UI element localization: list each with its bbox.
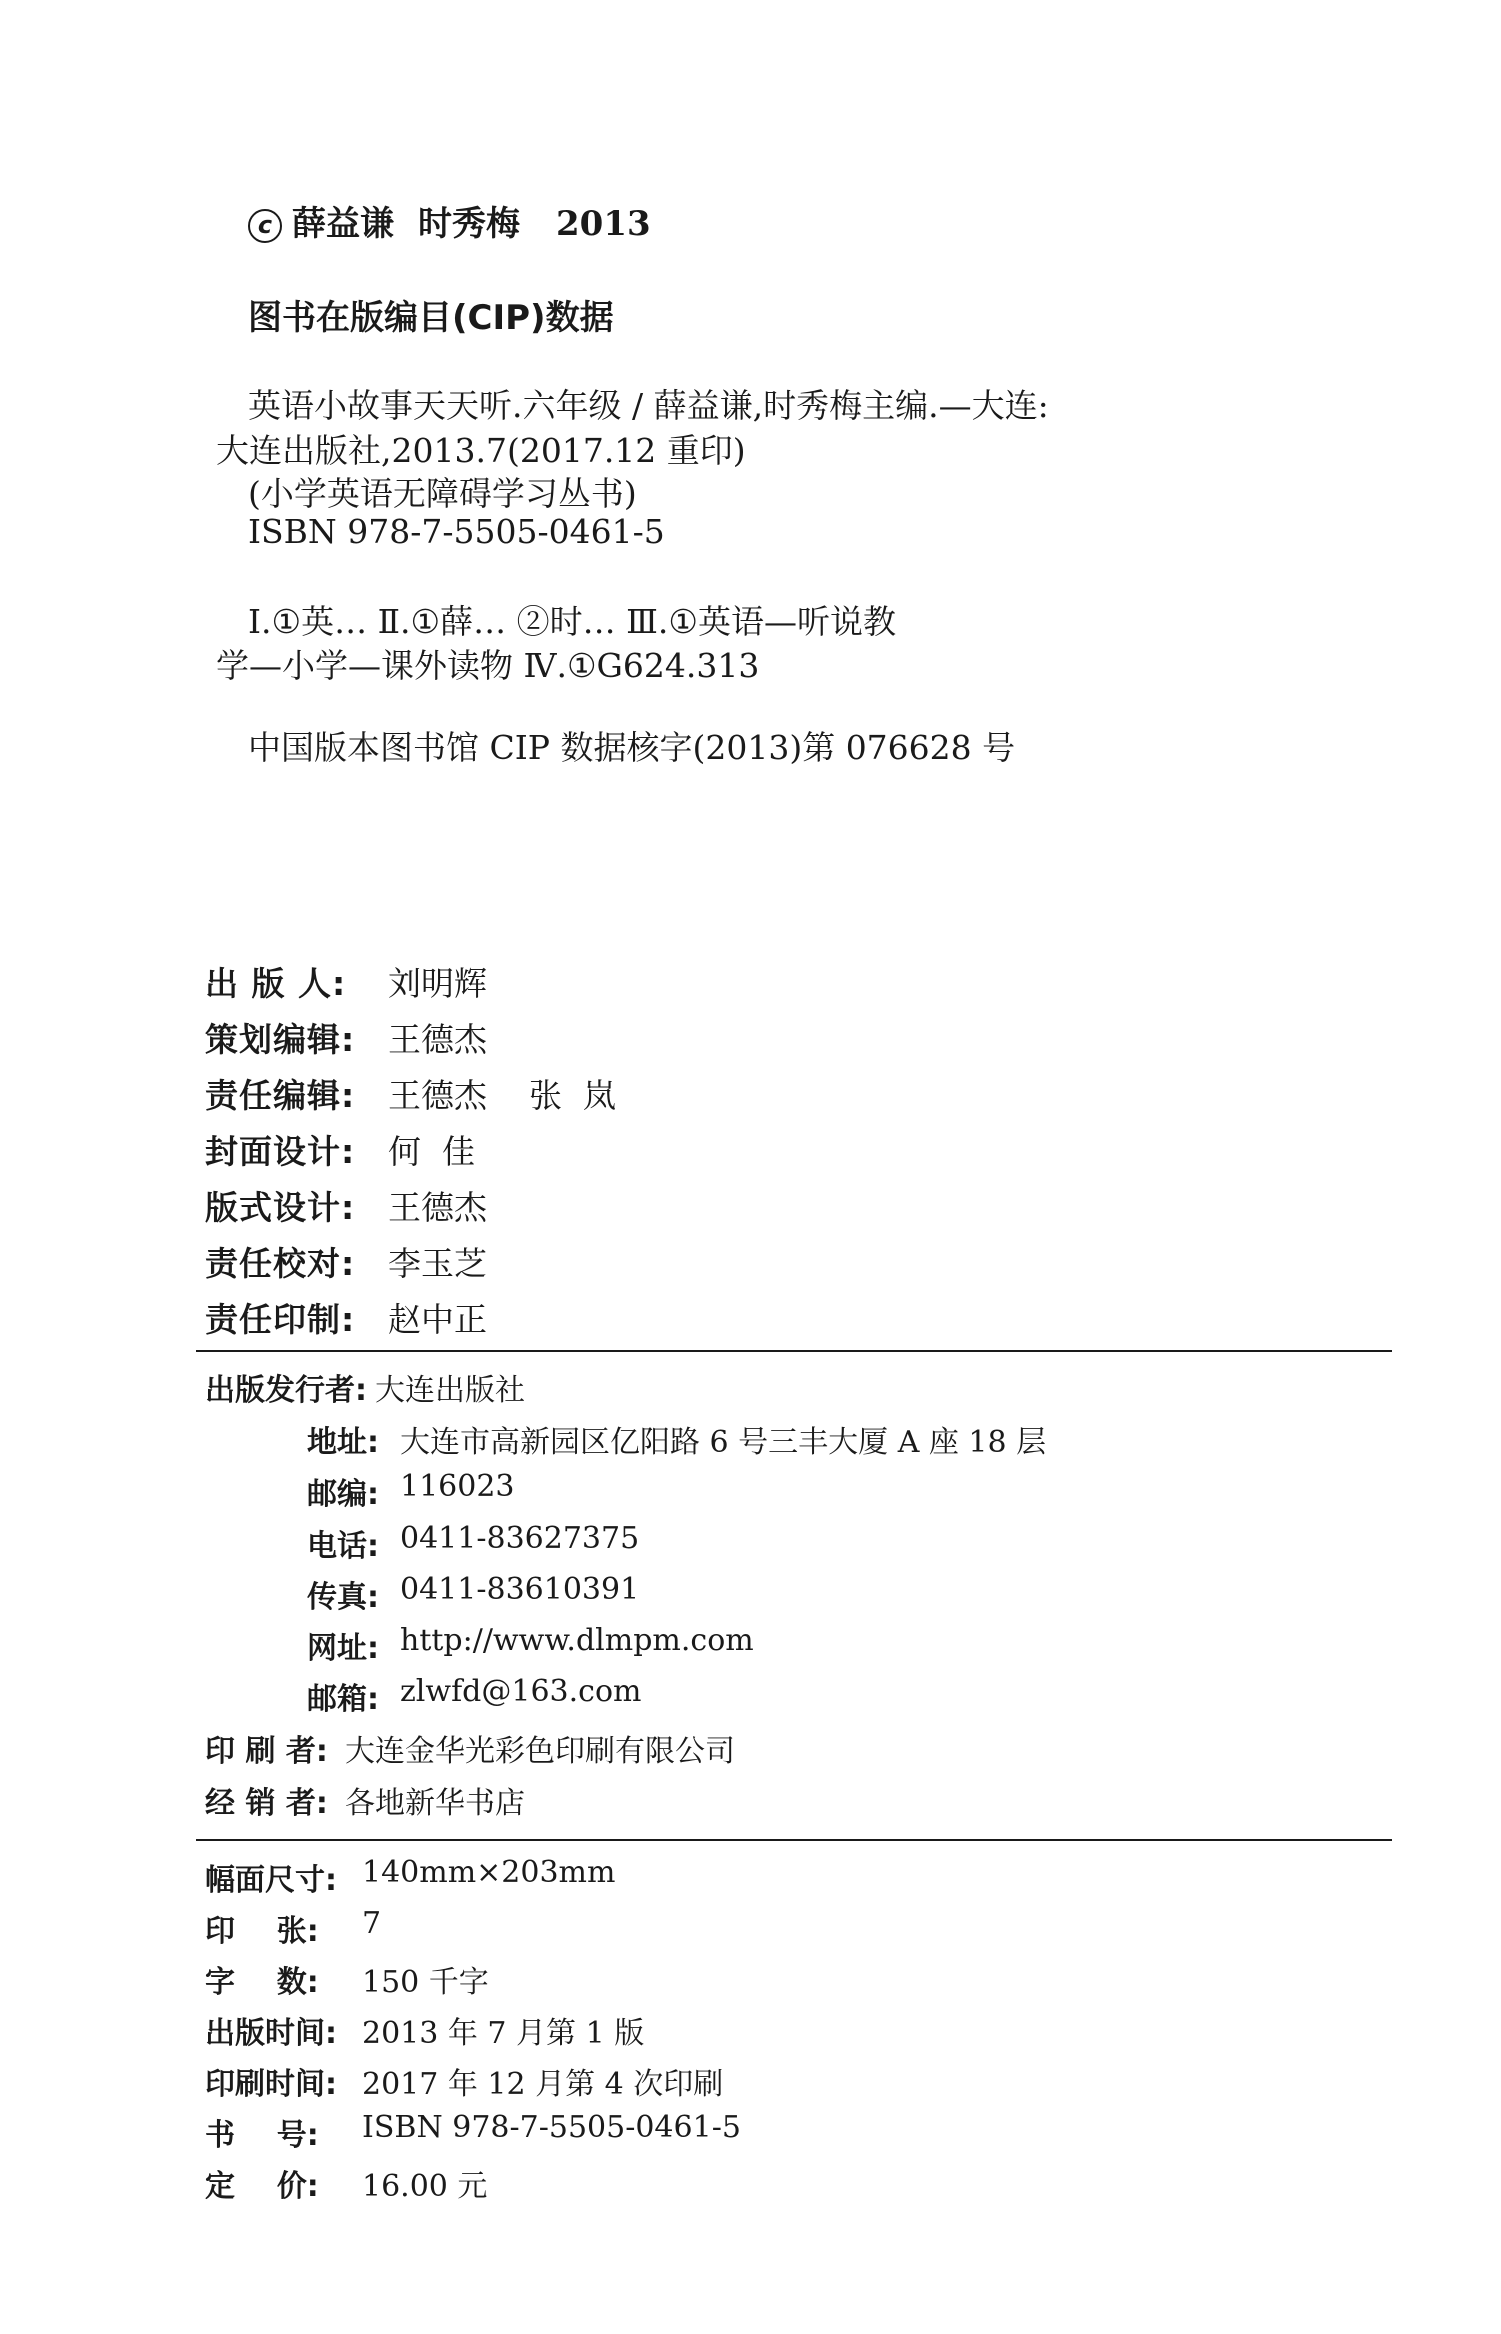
divider: [196, 1350, 1392, 1352]
distributor-label: 经 销 者:: [205, 1786, 328, 1821]
detail-label: 地址:: [307, 1425, 379, 1460]
copyright-year: 2013: [556, 204, 651, 244]
phone-value: 0411-83627375: [400, 1521, 640, 1556]
credit-label: 版式设计:: [205, 1188, 356, 1227]
credit-value: 李玉芝: [388, 1244, 487, 1283]
spec-value: 7: [362, 1906, 382, 1941]
spec-value: 140mm×203mm: [362, 1855, 616, 1890]
divider: [196, 1839, 1392, 1841]
cip-heading: 图书在版编目(CIP)数据: [248, 298, 614, 338]
detail-label: 传真:: [307, 1580, 379, 1615]
printer-label: 印 刷 者:: [205, 1734, 328, 1769]
spec-label: 定 价:: [205, 2169, 319, 2204]
spec-value: 2017 年 12 月第 4 次印刷: [362, 2067, 724, 2102]
spec-value: 150 千字: [362, 1965, 489, 2000]
distributor-value: 各地新华书店: [345, 1786, 525, 1821]
credit-value: 赵中正: [388, 1300, 487, 1339]
credit-label: 责任编辑:: [205, 1076, 356, 1115]
spec-label: 书 号:: [205, 2118, 319, 2153]
credit-value: 王德杰 张 岚: [388, 1076, 616, 1115]
postcode-value: 116023: [400, 1469, 515, 1504]
detail-label: 网址:: [307, 1631, 379, 1666]
fax-value: 0411-83610391: [400, 1572, 640, 1607]
printer-value: 大连金华光彩色印刷有限公司: [345, 1734, 735, 1769]
credit-label: 责任校对:: [205, 1244, 356, 1283]
credit-value: 王德杰: [388, 1020, 487, 1059]
spec-label: 印刷时间:: [205, 2067, 337, 2102]
website-link[interactable]: http://www.dlmpm.com: [400, 1623, 754, 1658]
credit-value: 刘明辉: [388, 964, 487, 1003]
spec-value: 2013 年 7 月第 1 版: [362, 2016, 645, 2051]
cip-class-1: Ⅰ.①英… Ⅱ.①薛… ②时… Ⅲ.①英语—听说教: [248, 602, 896, 641]
cip-record: 中国版本图书馆 CIP 数据核字(2013)第 076628 号: [248, 728, 1016, 767]
detail-label: 电话:: [307, 1529, 379, 1564]
cip-line-4: ISBN 978-7-5505-0461-5: [248, 512, 665, 551]
cip-line-1: 英语小故事天天听.六年级 / 薛益谦,时秀梅主编.—大连:: [248, 386, 1049, 425]
publisher-value: 大连出版社: [375, 1373, 525, 1408]
credit-label: 封面设计:: [205, 1132, 356, 1171]
detail-label: 邮编:: [307, 1477, 379, 1512]
email-link[interactable]: zlwfd@163.com: [400, 1674, 642, 1709]
author-2: 时秀梅: [418, 204, 520, 244]
address-value: 大连市高新园区亿阳路 6 号三丰大厦 A 座 18 层: [400, 1425, 1047, 1460]
copyright-line: [248, 196, 651, 245]
cip-line-2: 大连出版社,2013.7(2017.12 重印): [216, 431, 746, 470]
spec-value: 16.00 元: [362, 2169, 488, 2204]
credit-label: 策划编辑:: [205, 1020, 356, 1059]
detail-label: 邮箱:: [307, 1682, 379, 1717]
credit-label: 出 版 人:: [205, 964, 347, 1003]
publisher-label: 出版发行者:: [205, 1373, 367, 1408]
credit-value: 何 佳: [388, 1132, 475, 1171]
copyright-symbol: c: [248, 209, 282, 243]
credit-label: 责任印制:: [205, 1300, 356, 1339]
cip-line-3: (小学英语无障碍学习丛书): [248, 474, 637, 513]
author-1: 薛益谦: [292, 204, 394, 244]
cip-class-2: 学—小学—课外读物 Ⅳ.①G624.313: [216, 646, 760, 685]
spec-label: 出版时间:: [205, 2016, 337, 2051]
spec-label: 字 数:: [205, 1965, 319, 2000]
spec-label: 幅面尺寸:: [205, 1863, 337, 1898]
credit-value: 王德杰: [388, 1188, 487, 1227]
spec-label: 印 张:: [205, 1914, 319, 1949]
spec-value: ISBN 978-7-5505-0461-5: [362, 2110, 741, 2145]
